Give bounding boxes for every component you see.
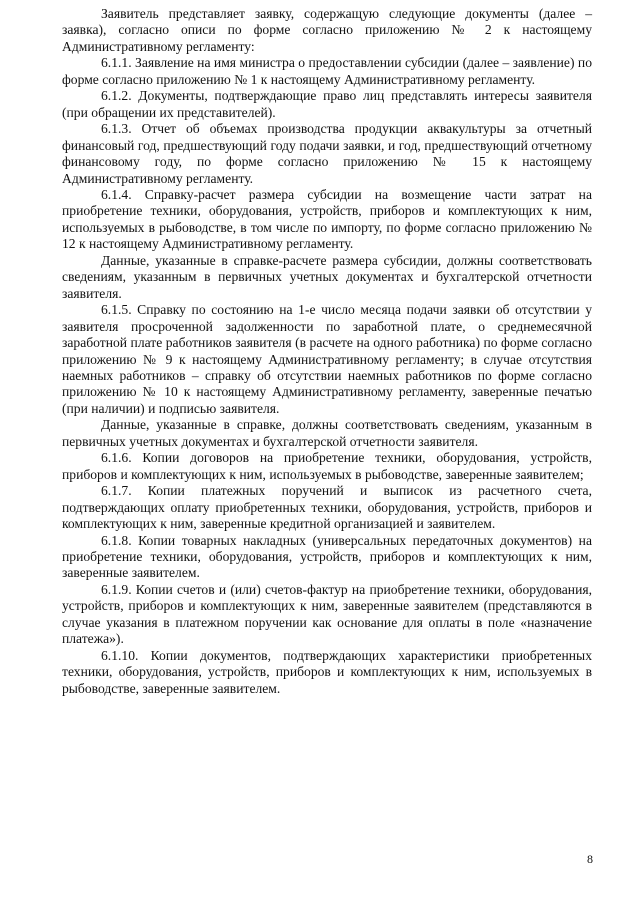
clause-6-1-6: 6.1.6. Копии договоров на приобретение техники, оборудования, устройств, приборов и комплектующих к ним, используемых в рыбоводстве, заверенные заявителем;	[62, 450, 592, 482]
clause-6-1-4: 6.1.4. Справку-расчет размера субсидии на возмещение части затрат на приобретение техники, оборудования, устройств, приборов и комплектующих к ним, используемых в рыбоводстве, в том числе по импорту, по форме согласно приложению № 12 к настоящему Административному регламенту.	[62, 186, 592, 252]
clause-6-1-8: 6.1.8. Копии товарных накладных (универсальных передаточных документов) на приобретение техники, оборудования, устройств, приборов и комплектующих к ним, заверенные заявителем.	[62, 532, 592, 581]
clause-6-1-4-note: Данные, указанные в справке-расчете размера субсидии, должны соответствовать сведениям, указанным в первичных учетных документах и бухгалтерской отчетности заявителя.	[62, 252, 592, 301]
clause-6-1-7: 6.1.7. Копии платежных поручений и выписок из расчетного счета, подтверждающих оплату приобретенных техники, оборудования, устройств, приборов и комплектующих к ним, заверенные кредитной организацией и заявителем.	[62, 483, 592, 532]
clause-6-1-5: 6.1.5. Справку по состоянию на 1-е число месяца подачи заявки об отсутствии у заявителя просроченной задолженности по заработной плате, о среднемесячной заработной плате работников заявителя (в расчете на одного работника) по форме согласно приложению № 9 к настоящему Административному регламенту; в случае отсутствия наемных работников – справку об отсутствии наемных работников по форме согласно приложению № 10 к настоящему Административному регламенту, заверенные печатью (при наличии) и подписью заявителя.	[62, 302, 592, 416]
clause-6-1-1: 6.1.1. Заявление на имя министра о предоставлении субсидии (далее – заявление) по форме согласно приложению № 1 к настоящему Административному регламенту.	[62, 55, 592, 87]
document-page	[62, 6, 592, 697]
intro-paragraph: Заявитель представляет заявку, содержащую следующие документы (далее – заявка), согласно описи по форме согласно приложению № 2 к настоящему Административному регламенту:	[62, 6, 592, 54]
clause-6-1-3: 6.1.3. Отчет об объемах производства продукции аквакультуры за отчетный финансовый год, предшествующий году подачи заявки, и год, предшествующий отчетному финансовому году, по форме согласно приложению № 15 к настоящему Административному регламенту.	[62, 121, 592, 186]
page-number: 8	[587, 852, 593, 866]
clause-6-1-5-note: Данные, указанные в справке, должны соответствовать сведениям, указанным в первичных учетных документах и бухгалтерской отчетности заявителя.	[62, 417, 592, 449]
clause-6-1-10: 6.1.10. Копии документов, подтверждающих характеристики приобретенных техники, оборудования, устройств, приборов и комплектующих к ним, используемых в рыбоводстве, заверенные заявителем.	[62, 647, 592, 696]
clause-6-1-2: 6.1.2. Документы, подтверждающие право лиц представлять интересы заявителя (при обращении их представителей).	[62, 88, 592, 120]
clause-6-1-9: 6.1.9. Копии счетов и (или) счетов-фактур на приобретение техники, оборудования, устройств, приборов и комплектующих к ним, заверенные заявителем (представляются в случае указания в платежном поручении как основание для оплаты в поле «назначение платежа»).	[62, 581, 592, 647]
